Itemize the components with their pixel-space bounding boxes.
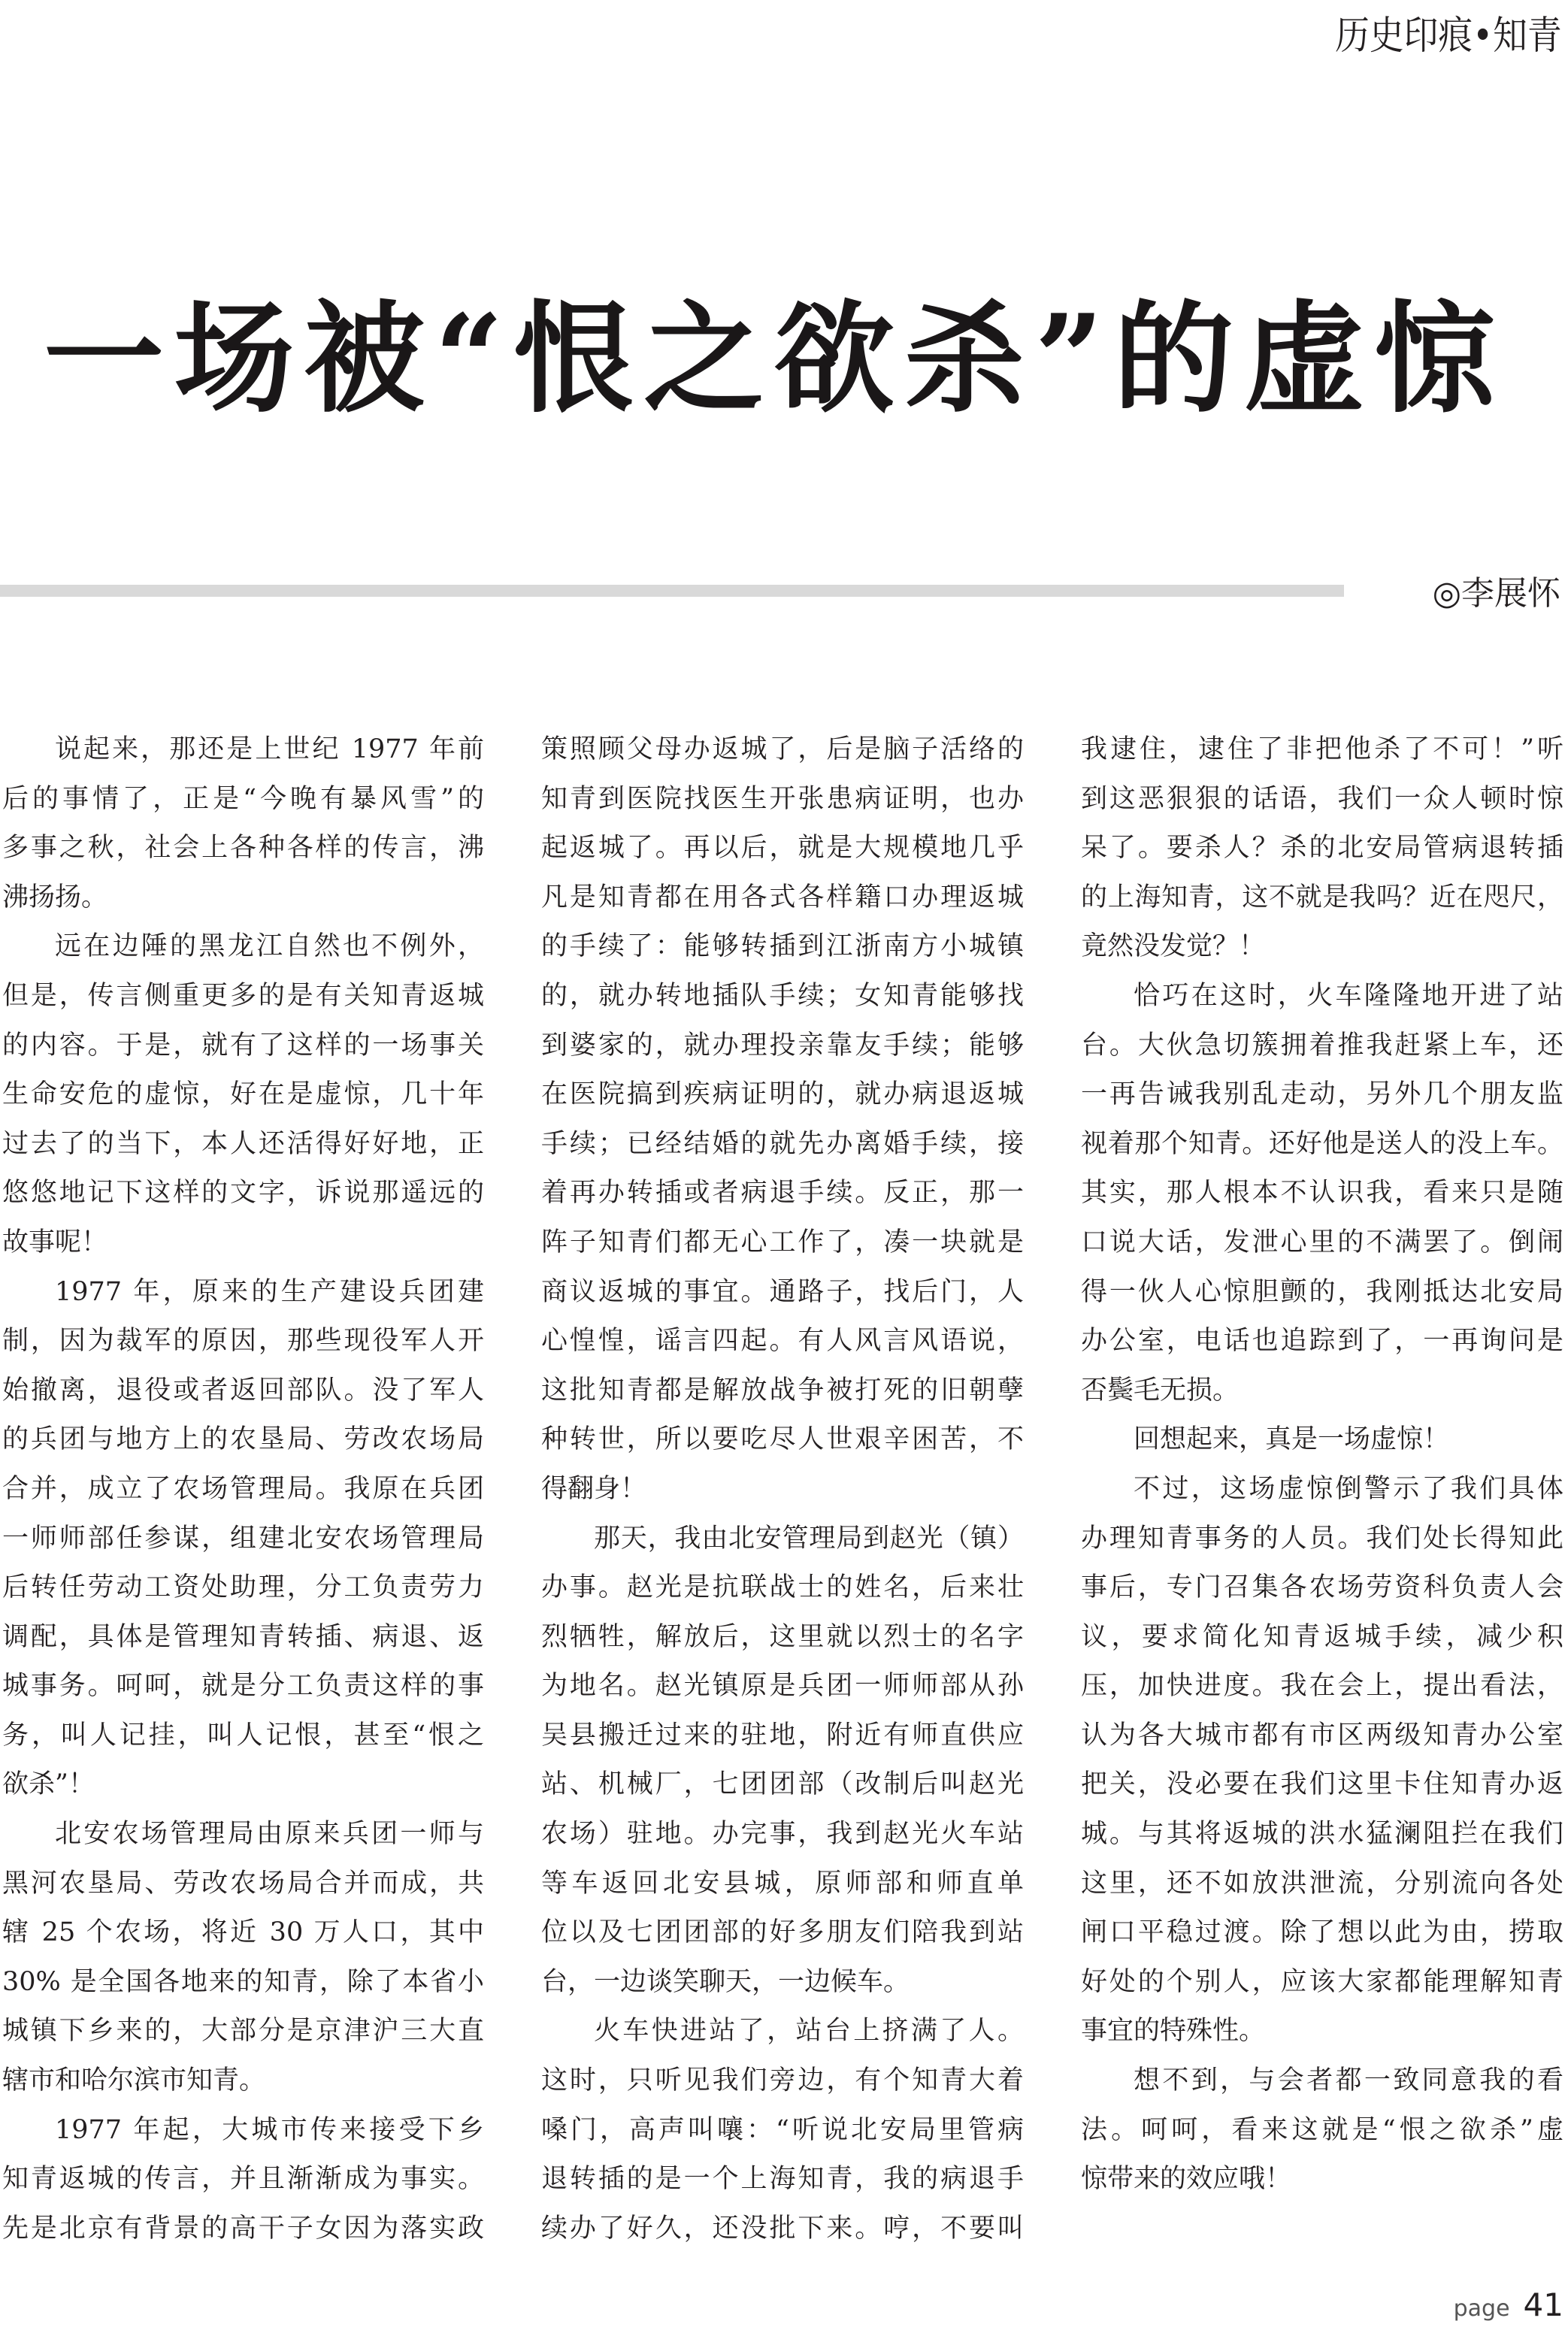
- paragraph-first-line: 说起来，那还是上世纪 1977 年前: [55, 734, 484, 764]
- paragraph-last-line: 台，一边谈笑聊天，一边候车。: [541, 1966, 910, 1997]
- text-line: 认为各大城市都有市区两级知青办公室: [1081, 1720, 1563, 1751]
- text-line: 嗓门，高声叫嚷：“听说北安局里管病: [541, 2114, 1024, 2145]
- text-line: 务，叫人记挂，叫人记恨，甚至“恨之: [2, 1720, 484, 1751]
- text-column: [1081, 725, 1563, 2204]
- text-line: 阵子知青们都无心工作了，凑一块就是: [541, 1227, 1024, 1257]
- text-line: 这时，只听见我们旁边，有个知青大着: [541, 2065, 1024, 2096]
- text-line: 过去了的当下，本人还活得好好地，正: [2, 1128, 484, 1159]
- text-line: 我逮住，逮住了非把他杀了不可！”听: [1081, 734, 1563, 764]
- text-line: 等车返回北安县城，原师部和师直单: [541, 1868, 1024, 1899]
- text-line: 凡是知青都在用各式各样籍口办理返城: [541, 882, 1024, 912]
- article-title: 一场被“恨之欲杀”的虚惊: [44, 288, 1494, 429]
- text-line: 始撤离，退役或者返回部队。没了军人: [2, 1375, 484, 1406]
- text-line: 城。与其将返城的洪水猛澜阻拦在我们: [1081, 1819, 1563, 1850]
- paragraph-last-line: 沸扬扬。: [2, 882, 108, 912]
- text-line: 事后，专门召集各农场劳资科负责人会: [1081, 1572, 1563, 1603]
- section-header: 历史印痕•知青: [1335, 14, 1562, 59]
- text-line: 种转世，所以要吃尽人世艰辛困苦，不: [541, 1424, 1024, 1455]
- paragraph-last-line: 否鬓毛无损。: [1081, 1375, 1240, 1406]
- page-footer: [1454, 2288, 1563, 2324]
- text-line: 闸口平稳过渡。除了想以此为由，捞取: [1081, 1917, 1563, 1948]
- text-line: 台。大伙急切簇拥着推我赶紧上车，还: [1081, 1030, 1563, 1061]
- text-line: 悠悠地记下这样的文字，诉说那遥远的: [2, 1178, 484, 1209]
- page-label: page: [1453, 2295, 1510, 2322]
- text-line: 办事。赵光是抗联战士的姓名，后来壮: [541, 1572, 1024, 1603]
- text-line: 到这恶狠狠的话语，我们一众人顿时惊: [1081, 783, 1563, 814]
- text-line: 站、机械厂，七团团部（改制后叫赵光: [541, 1769, 1024, 1800]
- paragraph-first-line: 1977 年起，大城市传来接受下乡: [55, 2114, 484, 2145]
- text-line: 黑河农垦局、劳改农场局合并而成，共: [2, 1868, 484, 1899]
- text-line: 续办了好久，还没批下来。哼，不要叫: [541, 2213, 1024, 2244]
- paragraph-last-line: 事宜的特殊性。: [1081, 2016, 1266, 2047]
- text-line: 的，就办转地插队手续；女知青能够找: [541, 980, 1024, 1011]
- text-line: 一师师部任参谋，组建北安农场管理局: [2, 1523, 484, 1554]
- text-line: 在医院搞到疾病证明的，就办病退返城: [541, 1079, 1024, 1110]
- text-line: 呆了。要杀人？杀的北安局管病退转插: [1081, 833, 1563, 864]
- text-line: 但是，传言侧重更多的是有关知青返城: [2, 980, 484, 1011]
- text-line: 策照顾父母办返城了，后是脑子活络的: [541, 734, 1024, 764]
- paragraph-last-line: 辖市和哈尔滨市知青。: [2, 2065, 266, 2096]
- text-line: 心惶惶，谣言四起。有人风言风语说，: [541, 1326, 1024, 1357]
- paragraph-first-line: 火车快进站了，站台上挤满了人。: [594, 2016, 1024, 2047]
- text-line: 烈牺牲，解放后，这里就以烈士的名字: [541, 1621, 1024, 1652]
- paragraph-first-line: 远在边陲的黑龙江自然也不例外，: [55, 931, 484, 962]
- text-line: 商议返城的事宜。通路子，找后门，人: [541, 1276, 1024, 1307]
- paragraph-last-line: 欲杀”！: [2, 1769, 95, 1800]
- paragraph-first-line: 那天，我由北安管理局到赵光（镇）: [594, 1523, 1024, 1554]
- text-line: 后的事情了，正是“今晚有暴风雪”的: [2, 783, 484, 814]
- text-line: 办公室，电话也追踪到了，一再询问是: [1081, 1326, 1563, 1357]
- text-line: 城事务。呵呵，就是分工负责这样的事: [2, 1671, 484, 1702]
- text-line: 着再办转插或者病退手续。反正，那一: [541, 1178, 1024, 1209]
- text-line: 得一伙人心惊胆颤的，我刚抵达北安局: [1081, 1276, 1563, 1307]
- text-line: 办理知青事务的人员。我们处长得知此: [1081, 1523, 1563, 1554]
- text-column: [2, 725, 484, 2253]
- text-line: 视着那个知青。还好他是送人的没上车。: [1081, 1128, 1563, 1159]
- text-line: 议，要求简化知青返城手续，减少积: [1081, 1621, 1563, 1652]
- text-line: 辖 25 个农场，将近 30 万人口，其中: [2, 1917, 484, 1948]
- text-line: 调配，具体是管理知青转插、病退、返: [2, 1621, 484, 1652]
- text-line: 知青到医院找医生开张患病证明，也办: [541, 783, 1024, 814]
- text-line: 位以及七团团部的好多朋友们陪我到站: [541, 1917, 1024, 1948]
- text-line: 的上海知青，这不就是我吗？近在咫尺，: [1081, 882, 1563, 912]
- text-line: 其实，那人根本不认识我，看来只是随: [1081, 1178, 1563, 1209]
- text-line: 法。呵呵，看来这就是“恨之欲杀”虚: [1081, 2114, 1563, 2145]
- paragraph-first-line: 1977 年，原来的生产建设兵团建: [55, 1276, 484, 1307]
- text-line: 农场）驻地。办完事，我到赵光火车站: [541, 1819, 1024, 1850]
- paragraph-last-line: 得翻身！: [541, 1473, 647, 1504]
- text-line: 这里，还不如放洪泄流，分别流向各处: [1081, 1868, 1563, 1899]
- text-line: 这批知青都是解放战争被打死的旧朝孽: [541, 1375, 1024, 1406]
- text-line: 制，因为裁军的原因，那些现役军人开: [2, 1326, 484, 1357]
- paragraph-last-line: 竟然没发觉？！: [1081, 931, 1266, 962]
- paragraph-first-line: 想不到，与会者都一致同意我的看: [1134, 2065, 1563, 2096]
- text-line: 城镇下乡来的，大部分是京津沪三大直: [2, 2016, 484, 2047]
- text-line: 把关，没必要在我们这里卡住知青办返: [1081, 1769, 1563, 1800]
- text-column: [541, 725, 1024, 2253]
- paragraph-last-line: 故事呢！: [2, 1227, 108, 1257]
- text-line: 口说大话，发泄心里的不满罢了。倒闹: [1081, 1227, 1563, 1257]
- author-byline: ◎李展怀: [1432, 574, 1560, 613]
- paragraph-last-line: 惊带来的效应哦！: [1081, 2164, 1292, 2195]
- paragraph-first-line: 北安农场管理局由原来兵团一师与: [55, 1819, 484, 1850]
- text-line: 一再告诫我别乱走动，另外几个朋友监: [1081, 1079, 1563, 1110]
- text-line: 30% 是全国各地来的知青，除了本省小: [2, 1966, 484, 1997]
- text-line: 的手续了：能够转插到江浙南方小城镇: [541, 931, 1024, 962]
- text-line: 先是北京有背景的高干子女因为落实政: [2, 2213, 484, 2244]
- page-number: 41: [1523, 2286, 1563, 2323]
- text-line: 合并，成立了农场管理局。我原在兵团: [2, 1473, 484, 1504]
- text-line: 起返城了。再以后，就是大规模地几乎: [541, 833, 1024, 864]
- text-line: 退转插的是一个上海知青，我的病退手: [541, 2164, 1024, 2195]
- text-line: 后转任劳动工资处助理，分工负责劳力: [2, 1572, 484, 1603]
- paragraph-first-line: 恰巧在这时，火车隆隆地开进了站: [1134, 980, 1563, 1011]
- text-line: 压，加快进度。我在会上，提出看法，: [1081, 1671, 1563, 1702]
- text-line: 吴县搬迁过来的驻地，附近有师直供应: [541, 1720, 1024, 1751]
- text-line: 手续；已经结婚的就先办离婚手续，接: [541, 1128, 1024, 1159]
- text-line: 知青返城的传言，并且渐渐成为事实。: [2, 2164, 484, 2195]
- text-line: 生命安危的虚惊，好在是虚惊，几十年: [2, 1079, 484, 1110]
- paragraph-first-line: 不过，这场虚惊倒警示了我们具体: [1134, 1473, 1563, 1504]
- text-line: 为地名。赵光镇原是兵团一师师部从孙: [541, 1671, 1024, 1702]
- text-line: 的内容。于是，就有了这样的一场事关: [2, 1030, 484, 1061]
- text-line: 的兵团与地方上的农垦局、劳改农场局: [2, 1424, 484, 1455]
- text-line: 多事之秋，社会上各种各样的传言，沸: [2, 833, 484, 864]
- paragraph-first-line: 回想起来，真是一场虚惊！: [1134, 1424, 1450, 1455]
- text-line: 好处的个别人，应该大家都能理解知青: [1081, 1966, 1563, 1997]
- text-line: 到婆家的，就办理投亲靠友手续；能够: [541, 1030, 1024, 1061]
